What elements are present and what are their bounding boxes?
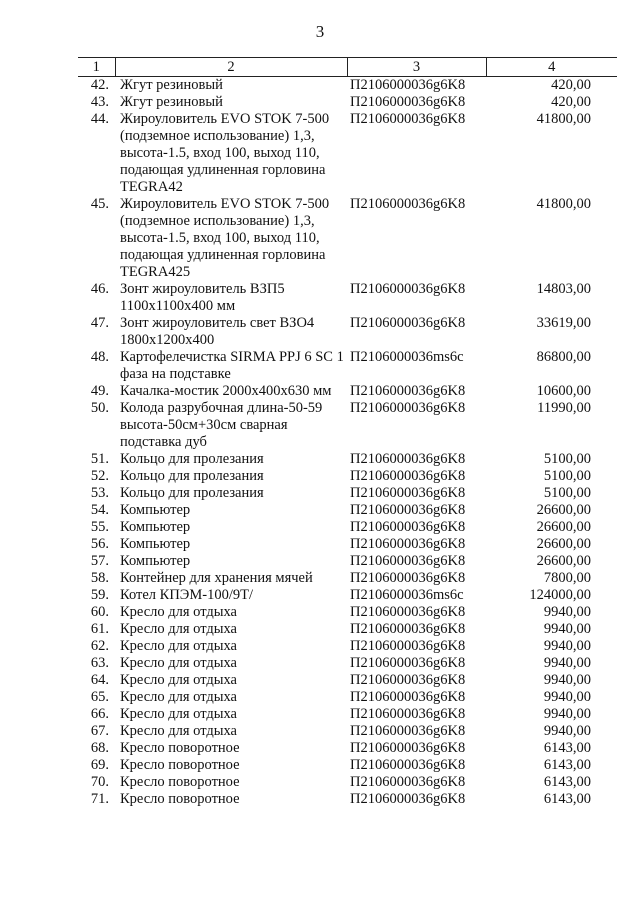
item-name: Картофелечистка SIRMA PPJ 6 SC 1 фаза на подставке xyxy=(120,349,344,382)
inventory-code: П2106000036g6K8 xyxy=(350,570,466,586)
item-price: 9940,00 xyxy=(543,723,591,739)
item-price: 86800,00 xyxy=(536,349,591,365)
row-number: 49. xyxy=(90,383,109,399)
table-row xyxy=(78,655,617,672)
row-number: 70. xyxy=(90,774,109,790)
column-header-code: 3 xyxy=(347,58,486,77)
inventory-code: П2106000036g6K8 xyxy=(350,485,466,501)
row-number: 62. xyxy=(90,638,109,654)
table-row xyxy=(78,94,617,111)
table-row xyxy=(78,111,617,196)
table-row xyxy=(78,485,617,502)
item-name: Кольцо для пролезания xyxy=(120,485,264,501)
row-number: 42. xyxy=(90,77,109,93)
item-name: Кресло для отдыха xyxy=(120,604,237,620)
table-row xyxy=(78,689,617,706)
item-price: 7800,00 xyxy=(543,570,591,586)
row-number: 60. xyxy=(90,604,109,620)
item-price: 26600,00 xyxy=(536,502,591,518)
inventory-table xyxy=(78,57,617,808)
item-name: Компьютер xyxy=(120,519,191,535)
item-name: Кресло поворотное xyxy=(120,757,240,773)
inventory-code: П2106000036g6K8 xyxy=(350,468,466,484)
table-row xyxy=(78,740,617,757)
table-row xyxy=(78,536,617,553)
inventory-code: П2106000036g6K8 xyxy=(350,451,466,467)
item-name: Жироуловитель EVO STOK 7-500 (подземное использование) 1,3, высота-1.5, вход 100, выход 110, подающая удлиненная горловина TEGRA425 xyxy=(120,196,330,280)
item-price: 420,00 xyxy=(551,94,591,110)
item-price: 6143,00 xyxy=(543,774,591,790)
item-price: 10600,00 xyxy=(536,383,591,399)
row-number: 59. xyxy=(90,587,109,603)
item-price: 26600,00 xyxy=(536,536,591,552)
table-row xyxy=(78,757,617,774)
item-price: 26600,00 xyxy=(536,553,591,569)
table-row xyxy=(78,519,617,536)
item-name: Кресло для отдыха xyxy=(120,621,237,637)
item-name: Котел КПЭМ-100/9Т/ xyxy=(120,587,253,603)
item-price: 6143,00 xyxy=(543,740,591,756)
table-header-row xyxy=(78,58,617,77)
item-price: 9940,00 xyxy=(543,604,591,620)
item-name: Кресло поворотное xyxy=(120,740,240,756)
item-name: Кресло для отдыха xyxy=(120,706,237,722)
inventory-code: П2106000036g6K8 xyxy=(350,400,466,416)
item-name: Качалка-мостик 2000х400х630 мм xyxy=(120,383,332,399)
item-price: 6143,00 xyxy=(543,757,591,773)
item-price: 6143,00 xyxy=(543,791,591,807)
row-number: 67. xyxy=(90,723,109,739)
item-name: Контейнер для хранения мячей xyxy=(120,570,313,586)
table-row xyxy=(78,383,617,400)
inventory-code: П2106000036g6K8 xyxy=(350,621,466,637)
inventory-code: П2106000036g6K8 xyxy=(350,723,466,739)
inventory-code: П2106000036g6K8 xyxy=(350,757,466,773)
inventory-code: П2106000036g6K8 xyxy=(350,791,466,807)
item-name: Компьютер xyxy=(120,536,191,552)
table-row xyxy=(78,672,617,689)
item-price: 41800,00 xyxy=(536,196,591,212)
row-number: 58. xyxy=(90,570,109,586)
table-row xyxy=(78,553,617,570)
row-number: 56. xyxy=(90,536,109,552)
table-row xyxy=(78,621,617,638)
item-price: 33619,00 xyxy=(536,315,591,331)
inventory-code: П2106000036g6K8 xyxy=(350,655,466,671)
row-number: 69. xyxy=(90,757,109,773)
table-row xyxy=(78,196,617,281)
inventory-code: П2106000036g6K8 xyxy=(350,281,466,297)
item-price: 14803,00 xyxy=(536,281,591,297)
table-row xyxy=(78,77,617,95)
inventory-code: П2106000036g6K8 xyxy=(350,77,466,93)
item-name: Компьютер xyxy=(120,502,191,518)
row-number: 65. xyxy=(90,689,109,705)
inventory-code: П2106000036ms6c xyxy=(350,587,464,603)
row-number: 53. xyxy=(90,485,109,501)
item-price: 41800,00 xyxy=(536,111,591,127)
item-name: Жгут резиновый xyxy=(120,77,223,93)
item-name: Жгут резиновый xyxy=(120,94,223,110)
row-number: 51. xyxy=(90,451,109,467)
item-name: Кольцо для пролезания xyxy=(120,451,264,467)
row-number: 64. xyxy=(90,672,109,688)
item-price: 26600,00 xyxy=(536,519,591,535)
inventory-code: П2106000036g6K8 xyxy=(350,740,466,756)
inventory-code: П2106000036g6K8 xyxy=(350,196,466,212)
row-number: 47. xyxy=(90,315,109,331)
item-name: Кресло поворотное xyxy=(120,791,240,807)
row-number: 48. xyxy=(90,349,109,365)
inventory-code: П2106000036g6K8 xyxy=(350,689,466,705)
table-row xyxy=(78,451,617,468)
item-name: Кресло для отдыха xyxy=(120,672,237,688)
item-price: 5100,00 xyxy=(543,485,591,501)
row-number: 44. xyxy=(90,111,109,127)
item-price: 5100,00 xyxy=(543,451,591,467)
row-number: 63. xyxy=(90,655,109,671)
inventory-code: П2106000036g6K8 xyxy=(350,638,466,654)
row-number: 46. xyxy=(90,281,109,297)
item-name: Зонт жироуловитель ВЗП5 1100х1100х400 мм xyxy=(120,281,285,314)
item-name: Кольцо для пролезания xyxy=(120,468,264,484)
row-number: 43. xyxy=(90,94,109,110)
inventory-code: П2106000036g6K8 xyxy=(350,315,466,331)
item-price: 9940,00 xyxy=(543,689,591,705)
page-number: 3 xyxy=(315,22,325,41)
inventory-code: П2106000036g6K8 xyxy=(350,502,466,518)
inventory-code: П2106000036ms6c xyxy=(350,349,464,365)
column-header-number: 1 xyxy=(78,58,115,77)
row-number: 50. xyxy=(90,400,109,416)
item-name: Кресло для отдыха xyxy=(120,689,237,705)
item-name: Кресло для отдыха xyxy=(120,723,237,739)
table-body xyxy=(78,77,617,809)
inventory-code: П2106000036g6K8 xyxy=(350,774,466,790)
item-price: 420,00 xyxy=(551,77,591,93)
item-price: 5100,00 xyxy=(543,468,591,484)
row-number: 68. xyxy=(90,740,109,756)
item-price: 9940,00 xyxy=(543,621,591,637)
row-number: 66. xyxy=(90,706,109,722)
item-price: 9940,00 xyxy=(543,638,591,654)
inventory-code: П2106000036g6K8 xyxy=(350,553,466,569)
inventory-code: П2106000036g6K8 xyxy=(350,604,466,620)
row-number: 61. xyxy=(90,621,109,637)
column-header-price: 4 xyxy=(486,58,617,77)
inventory-code: П2106000036g6K8 xyxy=(350,94,466,110)
table-row xyxy=(78,791,617,808)
item-name: Колода разрубочная длина-50-59 высота-50см+30см сварная подставка дуб xyxy=(120,400,323,450)
table-row xyxy=(78,587,617,604)
row-number: 45. xyxy=(90,196,109,212)
row-number: 54. xyxy=(90,502,109,518)
table-row xyxy=(78,502,617,519)
item-price: 124000,00 xyxy=(529,587,591,603)
table-row xyxy=(78,570,617,587)
inventory-code: П2106000036g6K8 xyxy=(350,706,466,722)
row-number: 57. xyxy=(90,553,109,569)
table-row xyxy=(78,281,617,315)
item-price: 11990,00 xyxy=(537,400,591,416)
inventory-code: П2106000036g6K8 xyxy=(350,383,466,399)
item-name: Жироуловитель EVO STOK 7-500 (подземное использование) 1,3, высота-1.5, вход 100, выход 110, подающая удлиненная горловина TEGRA42 xyxy=(120,111,330,195)
table-row xyxy=(78,774,617,791)
table-row xyxy=(78,349,617,383)
inventory-code: П2106000036g6K8 xyxy=(350,111,466,127)
row-number: 55. xyxy=(90,519,109,535)
inventory-code: П2106000036g6K8 xyxy=(350,519,466,535)
item-name: Компьютер xyxy=(120,553,191,569)
item-name: Кресло поворотное xyxy=(120,774,240,790)
row-number: 52. xyxy=(90,468,109,484)
table-row xyxy=(78,315,617,349)
inventory-code: П2106000036g6K8 xyxy=(350,672,466,688)
row-number: 71. xyxy=(90,791,109,807)
table-row xyxy=(78,706,617,723)
item-name: Кресло для отдыха xyxy=(120,638,237,654)
table-row xyxy=(78,400,617,451)
item-price: 9940,00 xyxy=(543,655,591,671)
table-row xyxy=(78,723,617,740)
table-row xyxy=(78,604,617,621)
column-header-name: 2 xyxy=(115,58,347,77)
item-name: Кресло для отдыха xyxy=(120,655,237,671)
item-price: 9940,00 xyxy=(543,706,591,722)
table-row xyxy=(78,638,617,655)
item-price: 9940,00 xyxy=(543,672,591,688)
item-name: Зонт жироуловитель свет ВЗО4 1800х1200х400 xyxy=(120,315,315,348)
table-row xyxy=(78,468,617,485)
inventory-code: П2106000036g6K8 xyxy=(350,536,466,552)
